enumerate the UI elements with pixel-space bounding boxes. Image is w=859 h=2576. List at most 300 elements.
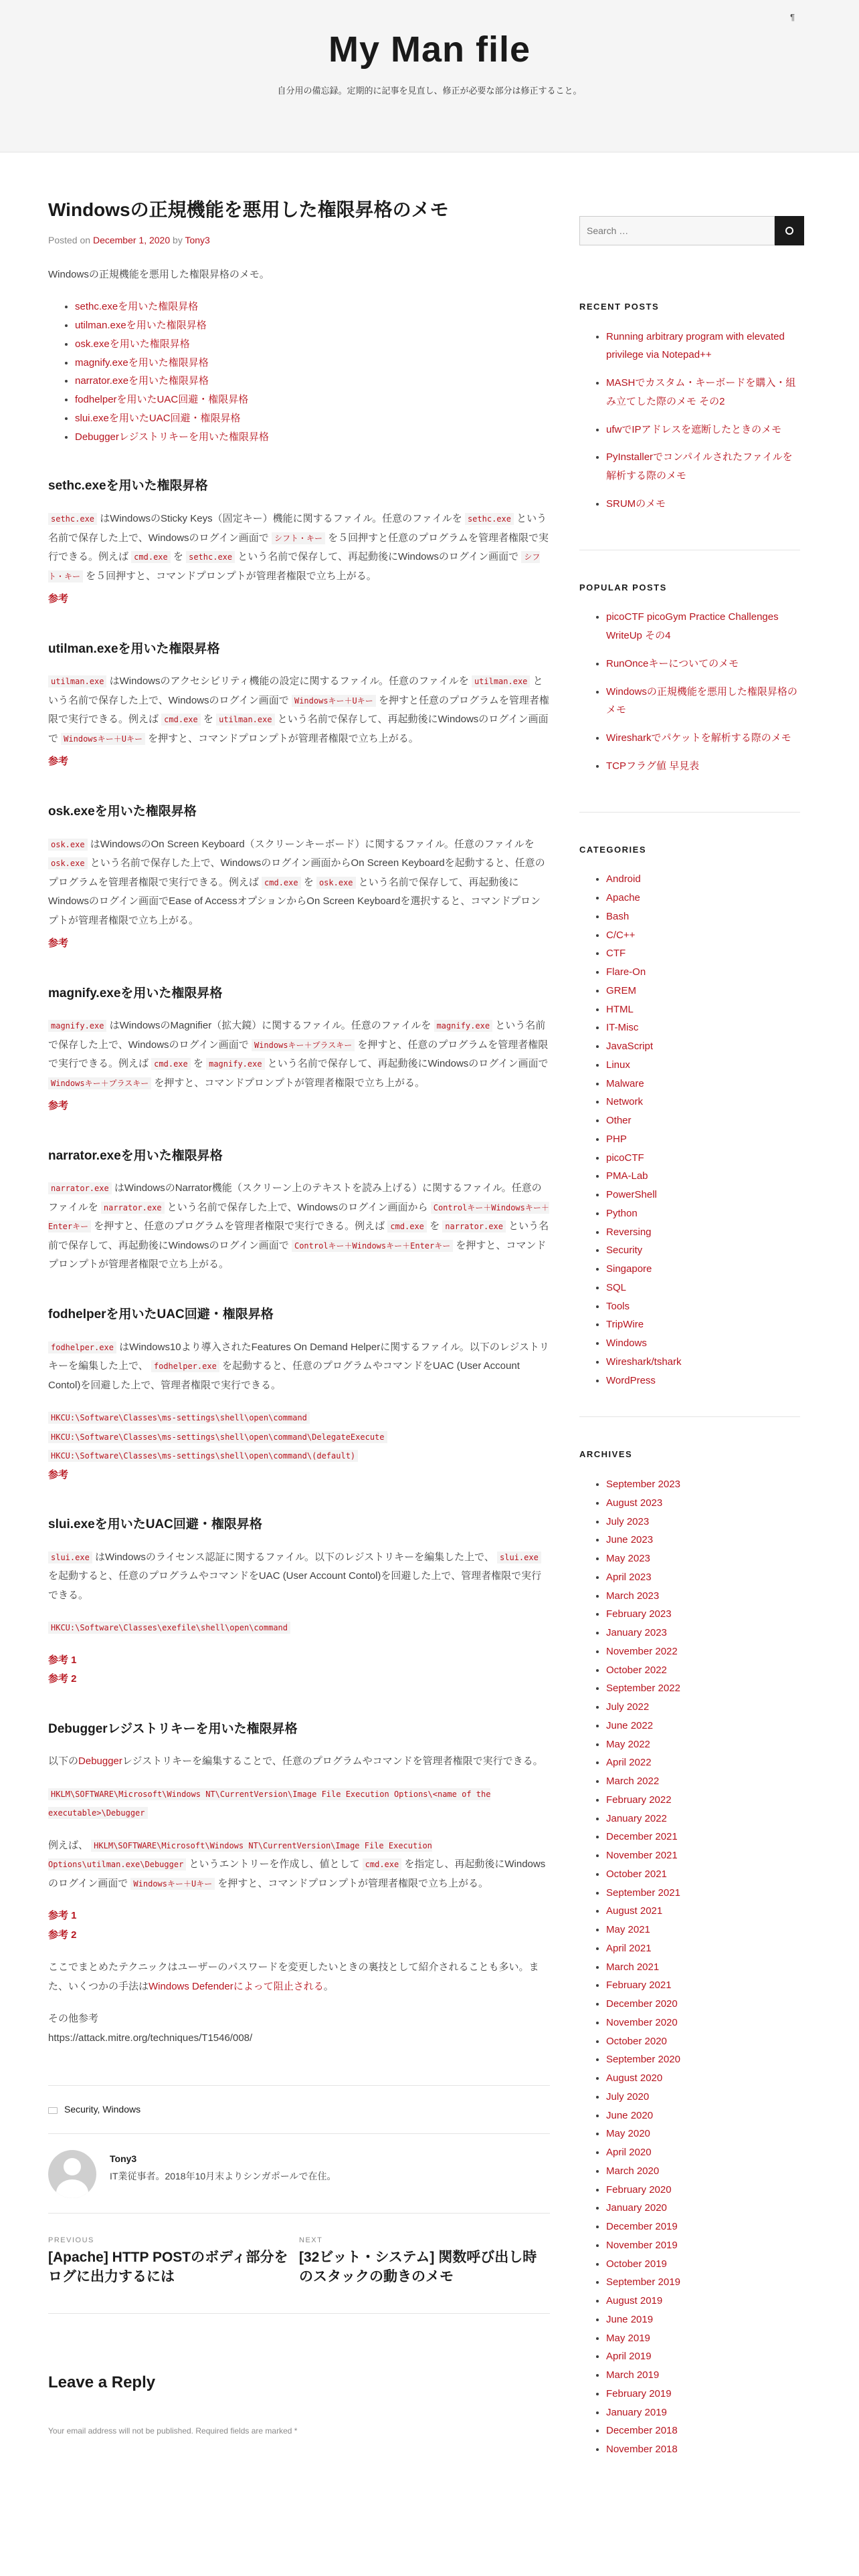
category-link[interactable]: CTF <box>606 948 626 960</box>
archives-list <box>606 1475 800 2459</box>
list-item <box>606 1642 800 1661</box>
archive-link[interactable]: July 2020 <box>606 2090 650 2103</box>
list-item <box>606 2292 800 2311</box>
registry-key-paragraph <box>48 1785 550 1823</box>
avatar <box>48 2150 96 2198</box>
inline-code: sethc.exe <box>48 513 97 525</box>
archive-link[interactable]: March 2021 <box>606 1961 660 1973</box>
archive-link[interactable]: May 2022 <box>606 1738 650 1750</box>
archive-link[interactable]: February 2021 <box>606 1979 672 1992</box>
archive-link[interactable]: February 2019 <box>606 2387 672 2399</box>
body-text: はWindowsのSticky Keys（固定キー）機能に関するファイル。任意のファイルを <box>97 513 465 525</box>
list-item <box>606 1475 800 1494</box>
archive-link[interactable]: December 2020 <box>606 1998 678 2010</box>
category-link[interactable]: Singapore <box>606 1263 652 1275</box>
registry-key: HKCU:\Software\Classes\ms-settings\shell\open\command\(default) <box>48 1450 358 1462</box>
archive-link[interactable]: September 2023 <box>606 1479 680 1490</box>
list-item <box>606 1204 800 1223</box>
archive-link[interactable]: January 2023 <box>606 1627 667 1638</box>
list-item <box>606 907 800 926</box>
inline-code: narrator.exe <box>101 1202 165 1214</box>
body-text: を起動すると、任意のプログラムやコマンドをUAC (User Account Contol)を回避した上で、管理者権限で実行できる。 <box>48 1360 520 1391</box>
body-text: レジストリキーを編集することで、任意のプログラムやコマンドを管理者権限で実行できる。 <box>122 1755 543 1767</box>
body-text: を押すと、任意のプログラムを管理者権限で実行できる。例えば <box>91 1220 388 1232</box>
archive-link[interactable]: October 2021 <box>606 1868 667 1880</box>
archive-link[interactable]: June 2023 <box>606 1534 654 1546</box>
inline-code: cmd.exe <box>161 714 201 726</box>
body-text: という名前で保存した上で、Windowsのログイン画面からOn Screen Keyboardを起動すると、任意のプログラムを管理者権限で実行できる。例えば <box>48 857 545 888</box>
toc-link[interactable]: magnify.exeを用いた権限昇格 <box>75 356 209 368</box>
list-item <box>606 2181 800 2199</box>
body-text: はWindowsのOn Screen Keyboard（スクリーンキーボード）に関するファイル。任意のファイルを <box>87 838 535 850</box>
toc-item <box>75 372 550 391</box>
archive-link[interactable]: February 2020 <box>606 2183 672 2195</box>
list-item <box>606 2032 800 2051</box>
registry-key-list <box>48 1408 550 1485</box>
category-link[interactable]: Reversing <box>606 1226 652 1238</box>
closing-paragraph <box>48 1958 550 1996</box>
list-item <box>606 328 800 365</box>
popular-post-link[interactable]: Windowsの正規機能を悪用した権限昇格のメモ <box>606 685 797 716</box>
archive-link[interactable]: March 2023 <box>606 1590 660 1602</box>
author-box <box>48 2133 550 2214</box>
category-link[interactable]: PMA-Lab <box>606 1170 648 1182</box>
inline-code: Controlキー＋Windowsキー＋Enterキー <box>292 1240 453 1252</box>
reference-link-2[interactable]: 参考 2 <box>48 1929 77 1941</box>
inline-code: magnify.exe <box>48 1020 106 1032</box>
archive-link[interactable]: November 2021 <box>606 1850 678 1861</box>
list-item <box>606 1018 800 1037</box>
popular-posts-title: POPULAR POSTS <box>579 582 667 593</box>
archive-link[interactable]: September 2020 <box>606 2054 680 2066</box>
list-item <box>606 1921 800 1939</box>
registry-key: HKCU:\Software\Classes\ms-settings\shell\open\command\DelegateExecute <box>48 1431 387 1443</box>
toc-link[interactable]: sethc.exeを用いた権限昇格 <box>75 301 199 313</box>
body-text: を押すと、コマンドプロンプトが管理者権限で立ち上がる。 <box>145 732 419 744</box>
archive-link[interactable]: October 2019 <box>606 2258 667 2270</box>
list-item <box>606 1353 800 1372</box>
list-item <box>606 1679 800 1698</box>
archive-link[interactable]: June 2022 <box>606 1719 654 1731</box>
archive-link[interactable]: November 2019 <box>606 2239 678 2251</box>
body-text: という名前で保存して、再起動後にWindowsのログイン画面で <box>264 1058 549 1070</box>
inline-code: シフト・キー <box>272 532 325 544</box>
next-post-title[interactable]: [32ビット・システム] 関数呼び出し時のスタックの動きのメモ <box>299 2249 537 2285</box>
other-references <box>48 2010 550 2048</box>
category-link[interactable]: Malware <box>606 1077 644 1089</box>
archive-link[interactable]: December 2019 <box>606 2221 678 2232</box>
post-intro: Windowsの正規機能を悪用した権限昇格のメモ。 <box>48 268 270 280</box>
category-link[interactable]: WordPress <box>606 1374 656 1386</box>
inline-code: cmd.exe <box>262 877 301 889</box>
list-item <box>606 2329 800 2348</box>
post-categories <box>48 2085 550 2133</box>
category-link[interactable]: Android <box>606 873 641 885</box>
list-item <box>606 1037 800 1056</box>
archive-link[interactable]: July 2023 <box>606 1515 650 1527</box>
archive-link[interactable]: October 2022 <box>606 1664 667 1676</box>
main-content <box>48 198 550 2438</box>
body-text: を５回押すと任意のプログラムを管理者権限で実行できる。例えば <box>48 532 549 563</box>
inline-code: slui.exe <box>48 1551 92 1564</box>
reference-links <box>48 1907 550 1945</box>
archive-link[interactable]: May 2019 <box>606 2332 650 2344</box>
list-item <box>606 1772 800 1791</box>
list-item <box>606 1698 800 1717</box>
body-text: という名前で保存した上で、Windowsのログイン画面で <box>48 1020 546 1051</box>
body-text: を <box>170 551 187 563</box>
archive-link[interactable]: April 2023 <box>606 1571 652 1583</box>
list-item <box>606 1149 800 1168</box>
category-link[interactable]: JavaScript <box>606 1041 654 1053</box>
list-item <box>606 421 800 439</box>
popular-post-link[interactable]: TCPフラグ値 早見表 <box>606 760 700 772</box>
by-label: by <box>173 235 183 246</box>
recent-post-link[interactable]: SRUMのメモ <box>606 498 666 510</box>
popular-post-link[interactable]: Wiresharkでパケットを解析する際のメモ <box>606 732 791 744</box>
list-item <box>606 1828 800 1846</box>
post-author-link[interactable]: Tony3 <box>185 235 210 246</box>
inline-code: osk.exe <box>316 877 356 889</box>
inline-code: Windowsキー＋Uキー <box>130 1878 215 1890</box>
list-item <box>606 1297 800 1316</box>
inline-code: cmd.exe <box>131 551 171 563</box>
toc-link[interactable]: Debuggerレジストリキーを用いた権限昇格 <box>75 431 270 443</box>
list-item <box>606 1531 800 1549</box>
section-heading-narrator: narrator.exeを用いた権限昇格 <box>48 1148 223 1163</box>
search-input[interactable] <box>579 216 775 245</box>
list-item <box>606 926 800 945</box>
list-item <box>606 448 800 486</box>
list-item <box>606 963 800 982</box>
body-text: はWindowsのライセンス認証に関するファイル。以下のレジストリキーを編集した上で、 <box>92 1551 498 1563</box>
body-text: 以下の <box>48 1755 79 1767</box>
site-title[interactable]: My Man file <box>328 29 531 70</box>
inline-code: Windowsキー＋Uキー <box>61 733 145 745</box>
previous-post[interactable] <box>48 2234 289 2287</box>
category-link[interactable]: HTML <box>606 1003 634 1015</box>
list-item <box>606 2107 800 2125</box>
section-body-sethc <box>48 510 550 586</box>
section-heading-debugger: Debuggerレジストリキーを用いた権限昇格 <box>48 1721 298 1736</box>
toc-item <box>75 428 550 447</box>
archive-link[interactable]: August 2023 <box>606 1497 663 1509</box>
list-item <box>606 2236 800 2255</box>
inline-code: Controlキー＋Windowsキー＋Enterキー <box>48 1202 549 1232</box>
list-item <box>606 655 800 673</box>
list-item <box>606 2273 800 2292</box>
category-link[interactable]: Python <box>606 1207 638 1219</box>
popular-post-link[interactable]: picoCTF picoGym Practice Challenges WriteUp その4 <box>606 611 779 642</box>
toc-link[interactable]: narrator.exeを用いた権限昇格 <box>75 375 209 387</box>
reference-link[interactable]: 参考 <box>48 756 69 768</box>
reference-link[interactable]: 参考 <box>48 593 69 605</box>
body-text: という名前で保存した上で、Windowsのログイン画面で <box>48 675 543 706</box>
archive-link[interactable]: November 2018 <box>606 2444 678 2455</box>
section-body-slui <box>48 1548 550 1606</box>
list-item <box>606 2440 800 2459</box>
category-link[interactable]: IT-Misc <box>606 1022 639 1034</box>
category-link[interactable]: Tools <box>606 1300 630 1312</box>
section-body-debugger <box>48 1752 550 1772</box>
list-item <box>606 1549 800 1568</box>
list-item <box>606 2255 800 2274</box>
post-title: Windowsの正規機能を悪用した権限昇格のメモ <box>48 199 449 220</box>
list-item <box>606 2162 800 2181</box>
archive-link[interactable]: December 2018 <box>606 2425 678 2437</box>
list-item <box>606 1279 800 1297</box>
inline-code: cmd.exe <box>151 1058 191 1070</box>
category-link[interactable]: Wireshark/tshark <box>606 1356 682 1368</box>
reference-link[interactable]: 参考 <box>48 1100 69 1112</box>
next-label: NEXT <box>299 2236 323 2245</box>
post-meta <box>48 231 550 249</box>
list-item <box>606 1167 800 1186</box>
inline-code: utilman.exe <box>48 675 106 687</box>
registry-key-paragraph <box>48 1618 550 1638</box>
list-item <box>606 1995 800 2014</box>
category-link[interactable]: PHP <box>606 1133 627 1145</box>
list-item <box>606 1494 800 1513</box>
category-link[interactable]: SQL <box>606 1281 627 1293</box>
archive-link[interactable]: May 2020 <box>606 2128 650 2140</box>
archive-link[interactable]: August 2019 <box>606 2295 663 2306</box>
list-item <box>606 1056 800 1075</box>
inline-code: fodhelper.exe <box>48 1341 116 1354</box>
toc-link[interactable]: utilman.exeを用いた権限昇格 <box>75 320 207 332</box>
body-text: という名前で保存して、再起動後にWindowsのログイン画面でEase of AccessオプションからOn Screen Keyboardを選択すると、コマンドプロンプトが管理者権限で立ち上がる。 <box>48 876 541 926</box>
category-link[interactable]: Apache <box>606 892 640 904</box>
archive-link[interactable]: November 2022 <box>606 1645 678 1657</box>
toc-item <box>75 335 550 354</box>
toc-item <box>75 391 550 409</box>
archive-link[interactable]: March 2019 <box>606 2369 660 2381</box>
archive-link[interactable]: January 2020 <box>606 2202 667 2214</box>
archive-link[interactable]: January 2022 <box>606 1812 667 1824</box>
previous-post-title[interactable]: [Apache] HTTP POSTのボディ部分をログに出力するには <box>48 2249 288 2285</box>
category-link[interactable]: Windows <box>606 1337 647 1350</box>
recent-posts-widget <box>579 299 800 550</box>
list-item <box>606 2014 800 2032</box>
body-text: を <box>426 1220 443 1232</box>
list-item <box>606 757 800 776</box>
list-item <box>606 2311 800 2329</box>
category-link[interactable]: Flare-On <box>606 966 646 978</box>
body-text: はWindows10より導入されたFeatures On Demand Helperに関するファイル。以下のレジストリキーを編集した上で、 <box>48 1341 549 1372</box>
section-body-osk <box>48 835 550 931</box>
toc-link[interactable]: slui.exeを用いたUAC回避・権限昇格 <box>75 412 241 424</box>
section-heading-slui: slui.exeを用いたUAC回避・権限昇格 <box>48 1517 262 1532</box>
archive-link[interactable]: February 2022 <box>606 1794 672 1806</box>
inline-code: Windowsキー＋プラスキー <box>48 1077 151 1089</box>
list-item <box>606 729 800 748</box>
list-item <box>606 1241 800 1260</box>
list-item <box>606 982 800 1000</box>
archive-link[interactable]: April 2021 <box>606 1942 652 1954</box>
body-text: 例えば、 <box>48 1839 92 1851</box>
body-text: はWindowsのNarrator機能（スクリーン上のテキストを読み上げる）に関するファイル。任意のファイルを <box>48 1182 542 1213</box>
list-item <box>606 2366 800 2385</box>
toc-item <box>75 409 550 428</box>
reference-link-1[interactable]: 参考 1 <box>48 1654 77 1666</box>
body-text: を指定し、再起動後にWindowsのログイン画面で <box>48 1858 546 1889</box>
debugger-link[interactable]: Debugger <box>78 1755 122 1767</box>
body-text: という名前で保存した上で、Windowsのログイン画面で <box>48 513 547 544</box>
recent-posts-list <box>606 328 800 514</box>
categories-widget <box>579 842 800 1418</box>
other-refs-label: その他参考 <box>48 2013 99 2025</box>
registry-key: HKLM\SOFTWARE\Microsoft\Windows NT\CurrentVersion\Image File Execution Options\<name of the executable>\Debugger <box>48 1789 491 1818</box>
list-item <box>606 1810 800 1828</box>
posted-on-label: Posted on <box>48 235 91 246</box>
inline-code: Windowsキー＋プラスキー <box>252 1039 355 1051</box>
list-item <box>606 2069 800 2088</box>
categories-list <box>606 870 800 1390</box>
category-link[interactable]: picoCTF <box>606 1152 644 1164</box>
previous-label: PREVIOUS <box>48 2236 94 2245</box>
archive-link[interactable]: April 2019 <box>606 2351 652 2363</box>
archive-link[interactable]: September 2021 <box>606 1887 680 1899</box>
table-of-contents <box>75 298 550 446</box>
search-button[interactable] <box>775 216 804 245</box>
reference-link-2[interactable]: 参考 2 <box>48 1673 77 1685</box>
category-link[interactable]: PowerShell <box>606 1189 657 1201</box>
list-item <box>606 1902 800 1921</box>
list-item <box>606 2199 800 2218</box>
toc-link[interactable]: fodhelperを用いたUAC回避・権限昇格 <box>75 394 249 406</box>
recent-post-link[interactable]: ufwでIPアドレスを遮断したときのメモ <box>606 423 782 435</box>
archive-link[interactable]: September 2022 <box>606 1683 680 1695</box>
archive-link[interactable]: August 2021 <box>606 1905 663 1917</box>
reference-link[interactable]: 参考 <box>48 1469 69 1481</box>
section-heading-fodhelper: fodhelperを用いたUAC回避・権限昇格 <box>48 1307 274 1321</box>
recent-post-link[interactable]: MASHでカスタム・キーボードを購入・組み立てした際のメモ その2 <box>606 377 796 407</box>
section-heading-utilman: utilman.exeを用いた権限昇格 <box>48 641 220 656</box>
category-link[interactable]: Network <box>606 1096 644 1108</box>
archive-link[interactable]: November 2020 <box>606 2016 678 2028</box>
body-text: はWindowsのMagnifier（拡大鏡）に関するファイル。任意のファイルを <box>106 1020 434 1032</box>
inline-code: utilman.exe <box>216 714 274 726</box>
list-item <box>606 1000 800 1019</box>
inline-code: magnify.exe <box>434 1020 492 1032</box>
recent-post-link[interactable]: PyInstallerでコンパイルされたファイルを解析する際のメモ <box>606 451 793 482</box>
archive-link[interactable]: April 2022 <box>606 1757 652 1769</box>
list-item <box>606 2125 800 2143</box>
reference-link-1[interactable]: 参考 1 <box>48 1910 77 1922</box>
body-text: という名前で保存して、再起動後にWindowsのログイン画面で <box>235 551 522 563</box>
section-heading-sethc: sethc.exeを用いた権限昇格 <box>48 479 208 494</box>
section-heading-osk: osk.exeを用いた権限昇格 <box>48 804 197 819</box>
body-text: を５回押すと、コマンドプロンプトが管理者権限で立ち上がる。 <box>83 570 377 582</box>
registry-key: HKCU:\Software\Classes\exefile\shell\open\command <box>48 1622 290 1634</box>
archive-link[interactable]: June 2019 <box>606 2313 654 2325</box>
archives-title: ARCHIVES <box>579 1449 633 1460</box>
body-text: はWindowsのアクセシビリティ機能の設定に関するファイル。任意のファイルを <box>106 675 472 687</box>
category-link[interactable]: Bash <box>606 910 630 922</box>
inline-code: シフト・キー <box>48 552 541 581</box>
registry-key: HKCU:\Software\Classes\ms-settings\shell\open\command <box>48 1412 310 1424</box>
post-categories-links[interactable]: Security, Windows <box>64 2104 141 2115</box>
list-item <box>606 1587 800 1606</box>
archive-link[interactable]: February 2023 <box>606 1608 672 1620</box>
site-tagline: 自分用の備忘録。定期的に記事を見直し、修正が必要な部分は修正すること。 <box>277 86 582 96</box>
list-item <box>606 608 800 645</box>
archive-link[interactable]: January 2019 <box>606 2406 667 2418</box>
list-item <box>606 1513 800 1531</box>
section-body-narrator <box>48 1179 550 1275</box>
archive-link[interactable]: December 2021 <box>606 1831 678 1843</box>
post-date-link[interactable]: December 1, 2020 <box>92 235 171 246</box>
post-navigation <box>48 2214 550 2314</box>
list-item <box>606 1334 800 1353</box>
popular-posts-list <box>606 608 800 775</box>
category-link[interactable]: GREM <box>606 984 636 996</box>
body-text: 。 <box>323 1980 334 1992</box>
list-item <box>606 2088 800 2107</box>
list-item <box>606 2218 800 2236</box>
list-item <box>606 1568 800 1587</box>
author-bio: IT業従事者。2018年10月末よりシンガポールで在住。 <box>110 2171 337 2182</box>
menu-icon[interactable]: ¶ <box>790 12 795 22</box>
sidebar <box>579 216 800 2515</box>
list-item <box>606 1791 800 1810</box>
archive-link[interactable]: October 2020 <box>606 2035 667 2047</box>
archive-link[interactable]: March 2022 <box>606 1776 660 1787</box>
popular-post-link[interactable]: RunOnceキーについてのメモ <box>606 657 739 669</box>
body-text: ここでまとめたテクニックはユーザーのパスワードを変更したいときの裏技として紹介されることも多い。また、いくつかの手法は <box>48 1961 539 1992</box>
archive-link[interactable]: July 2022 <box>606 1701 650 1713</box>
list-item <box>606 870 800 889</box>
windows-defender-link[interactable]: Windows Defenderによって阻止される <box>149 1980 324 1992</box>
section-body-magnify <box>48 1016 550 1093</box>
categories-title: CATEGORIES <box>579 844 646 855</box>
inline-code: osk.exe <box>48 839 88 851</box>
inline-code: cmd.exe <box>363 1858 402 1870</box>
toc-item <box>75 316 550 335</box>
other-refs-url: https://attack.mitre.org/techniques/T1546/008/ <box>48 2032 253 2044</box>
category-link[interactable]: Other <box>606 1115 632 1127</box>
inline-code: osk.exe <box>48 857 88 869</box>
archive-link[interactable]: May 2021 <box>606 1924 650 1935</box>
archive-link[interactable]: June 2020 <box>606 2109 654 2121</box>
recent-post-link[interactable]: Running arbitrary program with elevated privilege via Notepad++ <box>606 330 785 361</box>
archive-link[interactable]: May 2023 <box>606 1553 650 1564</box>
section-body-utilman <box>48 672 550 748</box>
category-link[interactable]: Security <box>606 1245 643 1257</box>
archive-link[interactable]: September 2019 <box>606 2276 680 2288</box>
inline-code: Windowsキー＋Uキー <box>292 695 376 707</box>
inline-code: slui.exe <box>497 1551 541 1564</box>
list-item <box>606 495 800 514</box>
category-link[interactable]: C/C++ <box>606 929 636 941</box>
archive-link[interactable]: April 2020 <box>606 2147 652 2158</box>
toc-link[interactable]: osk.exeを用いた権限昇格 <box>75 338 190 350</box>
archive-link[interactable]: August 2020 <box>606 2072 663 2084</box>
list-item <box>606 944 800 963</box>
reference-link[interactable]: 参考 <box>48 938 69 950</box>
next-post[interactable] <box>299 2234 540 2287</box>
debugger-example <box>48 1836 550 1894</box>
toc-item <box>75 354 550 372</box>
body-text: を <box>190 1058 207 1070</box>
site-header <box>0 0 859 152</box>
archive-link[interactable]: March 2020 <box>606 2165 660 2177</box>
comment-notes: Your email address will not be published. Required fields are marked * <box>48 2426 298 2436</box>
toc-item <box>75 298 550 316</box>
category-link[interactable]: TripWire <box>606 1319 644 1331</box>
category-link[interactable]: Linux <box>606 1059 630 1071</box>
body-text: というエントリーを作成し、値として <box>186 1858 363 1870</box>
